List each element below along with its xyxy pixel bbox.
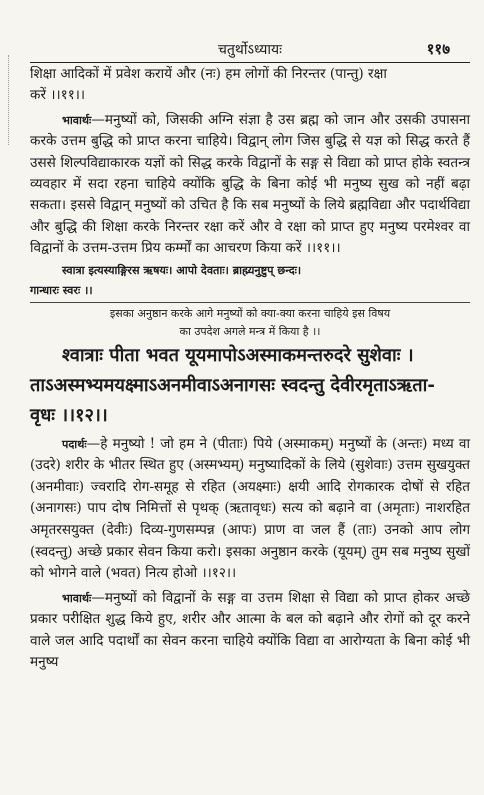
mantra-line-1: श्वात्राः पीता भवत यूयमापोऽअस्माकमन्तरुदरे सुशेवाः । [62,344,414,366]
rishi-devata-line: स्वात्रा इत्यस्याङ्गिरस ऋषयः। आपो देवताः। ब्राह्म्यनुष्टुप् छन्दः। [62,262,302,277]
intro-line-2: करें ।।११।। [30,87,86,104]
padarth-label: पदार्थः [62,436,87,451]
mantra-line-2: ताऽअस्मभ्यमयक्ष्माऽअनमीवाऽअनागसः स्वदन्तु देवीरमृताऽऋता- [30,374,435,396]
padarth-paragraph [30,434,470,585]
bhavarth-paragraph-1 [30,110,470,260]
bhavarth-paragraph-2 [30,588,470,674]
bhavarth-label-2: भावार्थः [62,590,92,605]
bhavarth-text-2: —मनुष्यों को विद्वानों के सङ्ग वा उत्तम शिक्षा से विद्या को प्राप्त होकर अच्छे प्रकार परीक्षित शुद्ध किये हुए, शरीर और आत्मा के बल को बढ़ाने और रोगों को दूर करने वाले जल आदि पदार्थों का सेवन करना चाहिये क्योंकि विद्या वा आरोग्यता के बिना कोई भी मनुष्य [30,589,470,671]
mantra-line-3: वृधः ।।१२।। [30,404,108,426]
intro-note-line-1: इसका अनुष्ठान करके आगे मनुष्यों को क्या-क्या करना चाहिये इस विषय [109,306,391,320]
page-header [30,34,470,63]
swara-line: गान्धारः स्वरः ।। [30,282,93,297]
chapter-title: चतुर्थोऽध्यायः [218,42,282,58]
section-divider [30,302,470,303]
intro-note-line-2: का उपदेश अगले मन्त्र में किया है ।। [179,324,321,338]
page-body [30,64,470,673]
margin-mark [8,55,17,145]
bhavarth-text: —मनुष्यों को, जिसकी अग्नि संज्ञा है उस ब्रह्म को जान और उसकी उपासना करके उत्तम बुद्धि को प्राप्त करना चाहिये। विद्वान् लोग जिस बुद्धि से यज्ञ को सिद्ध करते हैं उससे शिल्पविद्याकारक यज्ञों को सिद्ध करके विद्वानों के सङ्ग से विद्या को प्राप्त होके स्वतन्त्र व्यवहार में सदा रहना चाहिये क्योंकि बुद्धि के बिना कोई भी मनुष्य सुख को नहीं बढ़ा सकता। इससे विद्वान् मनुष्यों को उचित है कि सब मनुष्यों के लिये ब्रह्मविद्या और पदार्थविद्या और बुद्धि की शिक्षा करके निरन्तर रक्षा करें और वे रक्षा को प्राप्त हुए मनुष्य परमेश्वर वा विद्वानों के उत्तम-उत्तम प्रिय कर्म्मों का आचरण किया करें ।।११।। [30,111,470,257]
page-number: ११७ [426,40,450,58]
intro-line-1: शिक्षा आदिकों में प्रवेश करायें और (नः) हम लोगों की निरन्तर (पान्तु) रक्षा [30,66,387,82]
padarth-text: —हे मनुष्यो ! जो हम ने (पीताः) पिये (अस्माकम्) मनुष्यों के (अन्तः) मध्य वा (उदरे) शरीर के भीतर स्थित हुए (अस्मभ्यम्) मनुष्यादिकों के लिये (सुशेवाः) उत्तम सुखयुक्त (अनमीवाः) ज्वरादि रोग-समूह से रहित (अयक्ष्माः) क्षयी आदि रोगकारक दोषों से रहित (अनागसः) पाप दोष निमित्तों से पृथक् (ऋतावृधः) सत्य को बढ़ाने वा (अमृताः) नाशरहित अमृतरसयुक्त (देवीः) दिव्य-गुणसम्पन्न (आपः) प्राण वा जल हैं (ताः) उनको आप लोग (स्वदन्तु) अच्छे प्रकार सेवन किया करो। इसका अनुष्ठान करके (यूयम्) तुम सब मनुष्य सुखों को भोगने वाले (भवत) नित्य होओ ।।१२।। [30,435,470,582]
bhavarth-label: भावार्थः [62,112,92,127]
